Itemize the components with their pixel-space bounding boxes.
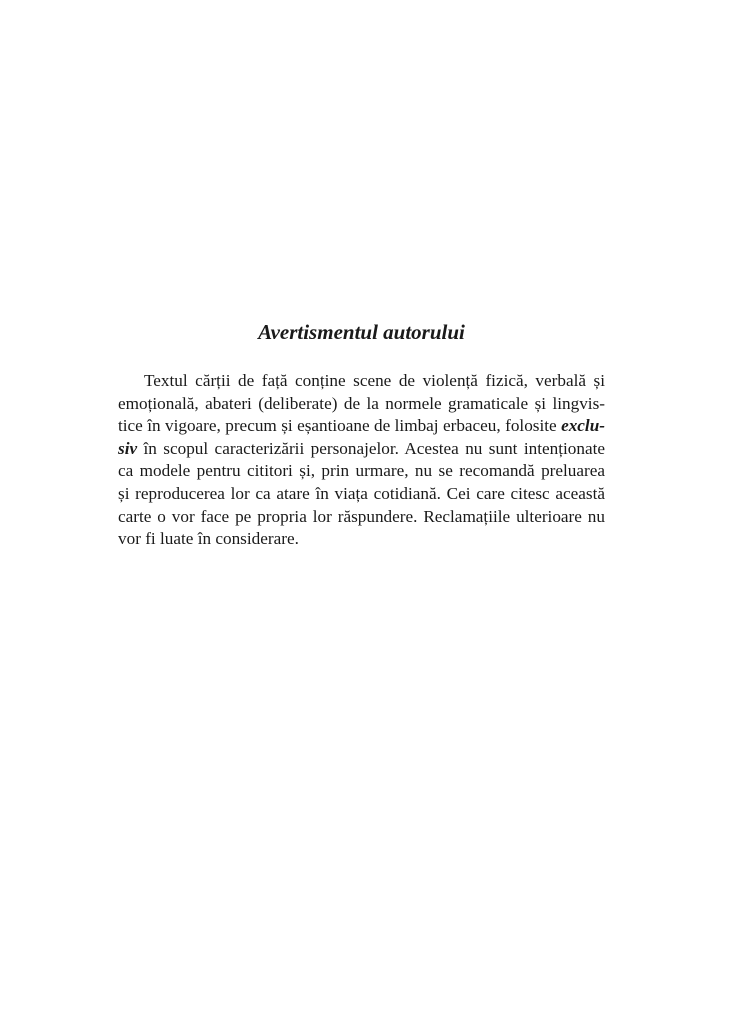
paragraph-line-6-text: și reproducerea lor ca atare în viața cotidiană. Cei care citesc această — [118, 483, 605, 503]
paragraph-line-6 — [118, 483, 605, 506]
paragraph-line-7-text: carte o vor face pe propria lor răspundere. Reclamațiile ulterioare nu — [118, 506, 605, 526]
paragraph-line-5 — [118, 460, 605, 483]
page-title: Avertismentul autorului — [258, 320, 465, 344]
emphasis-exclusiv-part2: siv — [118, 438, 138, 458]
warning-paragraph — [118, 370, 605, 551]
emphasis-exclusiv-part1: exclu- — [561, 416, 605, 436]
paragraph-line-8 — [118, 528, 605, 551]
paragraph-line-5-text: ca modele pentru cititori și, prin urmare, nu se recomandă preluarea — [118, 461, 605, 481]
paragraph-line-1-text: Textul cărții de față conține scene de violență fizică, verbală și — [144, 371, 605, 390]
paragraph-line-7 — [118, 506, 605, 529]
paragraph-line-3 — [118, 415, 605, 438]
paragraph-line-8-text: vor fi luate în considerare. — [118, 529, 299, 549]
paragraph-line-4 — [118, 438, 605, 461]
paragraph-line-1 — [118, 370, 605, 393]
paragraph-line-3-text: tice în vigoare, precum și eșantioane de limbaj erbaceu, folosite — [118, 416, 562, 436]
paragraph-line-4-text: în scopul caracterizării personajelor. Acestea nu sunt intenționate — [137, 438, 605, 458]
paragraph-line-2-text: emoțională, abateri (deliberate) de la normele gramaticale și lingvis- — [118, 393, 605, 413]
paragraph-line-2 — [118, 393, 605, 416]
